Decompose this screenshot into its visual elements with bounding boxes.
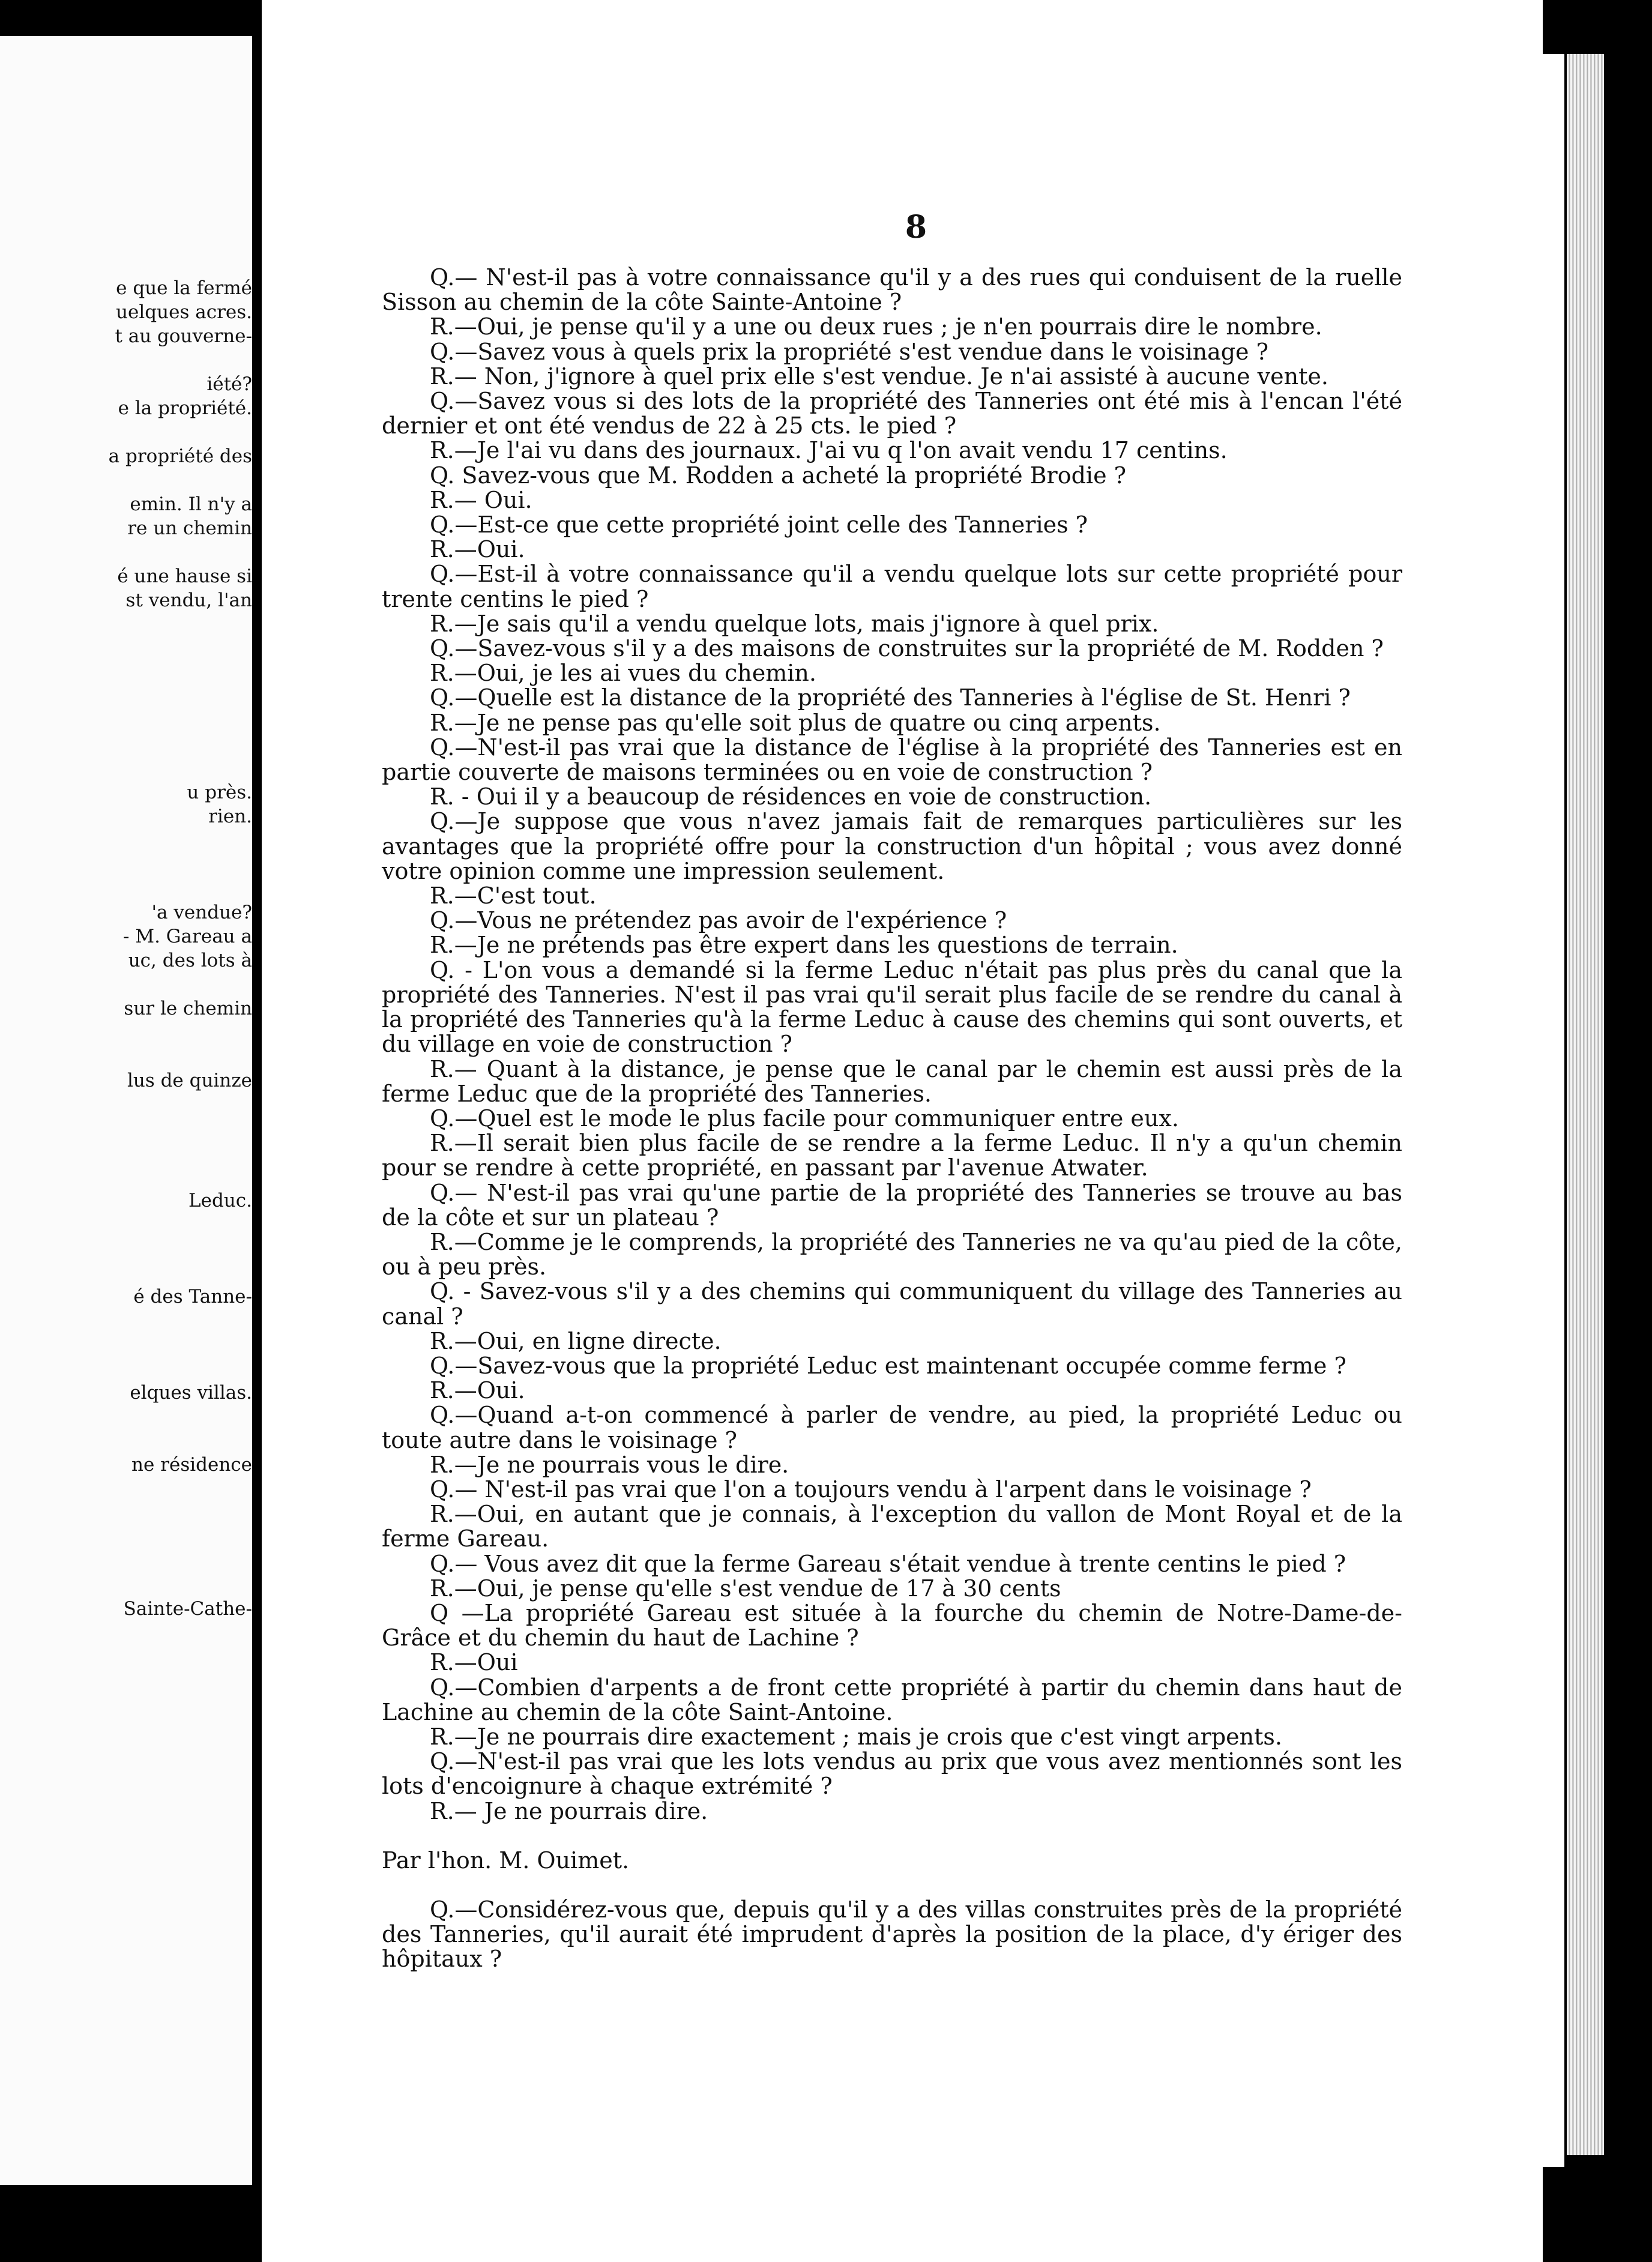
answer-paragraph: R.—Oui, en ligne directe. xyxy=(430,1327,722,1354)
question-paragraph: Q.— N'est-il pas à votre connaissance qu'il y a des rues qui conduisent de la ruelle Sisson au chemin de la côte Sainte-Antoine ? xyxy=(382,264,1402,316)
section-heading: Par l'hon. M. Ouimet. xyxy=(382,1847,630,1874)
facing-page-line: Sainte-Cathe- xyxy=(123,1598,252,1620)
question-paragraph: Q —La propriété Gareau est située à la fourche du chemin de Notre-Dame-de-Grâce et du chemin du haut de Lachine ? xyxy=(382,1599,1402,1651)
facing-page-line: lus de quinze xyxy=(127,1070,252,1091)
facing-page-line: u près. xyxy=(187,782,252,803)
facing-page-line xyxy=(0,348,252,372)
facing-page-line xyxy=(0,612,252,636)
facing-page-text xyxy=(0,276,252,1621)
facing-page-line: uc, des lots à xyxy=(128,950,252,971)
question-paragraph: Q.—Combien d'arpents a de front cette propriété à partir du chemin dans haut de Lachine au chemin de la côte Saint-Antoine. xyxy=(382,1674,1402,1725)
facing-page-line xyxy=(0,1117,252,1141)
question-paragraph: Q.—Savez vous à quels prix la propriété s'est vendue dans le voisinage ? xyxy=(430,338,1269,365)
facing-page-line xyxy=(0,1213,252,1237)
question-paragraph: Q.— N'est-il pas vrai que l'on a toujours vendu à l'arpent dans le voisinage ? xyxy=(430,1476,1312,1503)
facing-page-fragment xyxy=(0,36,252,2185)
facing-page-line: Leduc. xyxy=(188,1190,252,1211)
facing-page-line: re un chemin xyxy=(127,517,252,539)
facing-page-line: é une hause si xyxy=(117,566,252,587)
facing-page-line xyxy=(0,1477,252,1501)
facing-page-line xyxy=(0,1333,252,1357)
question-paragraph: Q.— Vous avez dit que la ferme Gareau s'était vendue à trente centins le pied ? xyxy=(430,1550,1346,1577)
answer-paragraph: R.—Je ne pourrais vous le dire. xyxy=(430,1451,789,1478)
facing-page-line xyxy=(0,1405,252,1429)
question-paragraph: Q.—N'est-il pas vrai que la distance de l'église à la propriété des Tanneries est en partie couverte de maisons terminées ou en voie de construction ? xyxy=(382,734,1402,786)
document-page xyxy=(262,54,1564,2167)
question-paragraph: Q.—Savez-vous s'il y a des maisons de construites sur la propriété de M. Rodden ? xyxy=(430,635,1384,662)
facing-page-line xyxy=(0,708,252,732)
facing-page-line xyxy=(0,1261,252,1285)
facing-page-line xyxy=(0,1357,252,1381)
answer-paragraph: R.—Je l'ai vu dans des journaux. J'ai vu q l'on avait vendu 17 centins. xyxy=(430,437,1228,464)
page-number: 8 xyxy=(905,209,927,246)
answer-paragraph: R.— Oui. xyxy=(430,486,532,513)
answer-paragraph: R.—Comme je le comprends, la propriété des Tanneries ne va qu'au pied de la côte, ou à peu près. xyxy=(382,1228,1402,1280)
question-paragraph: Q.— N'est-il pas vrai qu'une partie de la propriété des Tanneries se trouve au bas de la côte et sur un plateau ? xyxy=(382,1179,1402,1231)
answer-paragraph: R.—Oui. xyxy=(430,536,525,563)
facing-page-line xyxy=(0,1525,252,1549)
question-paragraph: Q.—Quel est le mode le plus facile pour communiquer entre eux. xyxy=(430,1105,1179,1132)
question-paragraph: Q.—Quelle est la distance de la propriété des Tanneries à l'église de St. Henri ? xyxy=(430,684,1351,711)
answer-paragraph: R.—Je ne prétends pas être expert dans les questions de terrain. xyxy=(430,932,1178,959)
question-paragraph: Q. Savez-vous que M. Rodden a acheté la propriété Brodie ? xyxy=(430,462,1127,489)
facing-page-line xyxy=(0,540,252,564)
facing-page-line xyxy=(0,1141,252,1165)
question-paragraph: Q.—Quand a-t-on commencé à parler de vendre, au pied, la propriété Leduc ou toute autre dans le voisinage ? xyxy=(382,1402,1402,1453)
facing-page-line xyxy=(0,468,252,492)
question-paragraph: Q.—Est-ce que cette propriété joint celle des Tanneries ? xyxy=(430,511,1088,538)
facing-page-line xyxy=(0,1309,252,1333)
facing-page-line: rien. xyxy=(208,806,252,827)
facing-page-line xyxy=(0,973,252,997)
facing-page-line: sur le chemin xyxy=(124,998,252,1019)
answer-paragraph: R.— Je ne pourrais dire. xyxy=(430,1797,708,1824)
facing-page-line xyxy=(0,828,252,852)
answer-paragraph: R.—Oui, je pense qu'elle s'est vendue de 17 à 30 cents xyxy=(430,1575,1061,1602)
facing-page-line xyxy=(0,660,252,684)
facing-page-line xyxy=(0,1045,252,1069)
facing-page-line: é des Tanne- xyxy=(133,1286,252,1307)
answer-paragraph: R.—Je sais qu'il a vendu quelque lots, mais j'ignore à quel prix. xyxy=(430,610,1159,637)
facing-page-line xyxy=(0,684,252,708)
facing-page-line xyxy=(0,1165,252,1189)
question-paragraph: Q.—Vous ne prétendez pas avoir de l'expérience ? xyxy=(430,907,1007,934)
question-paragraph: Q. - Savez-vous s'il y a des chemins qui communiquent du village des Tanneries au canal ? xyxy=(382,1278,1402,1330)
answer-paragraph: R.—Je ne pense pas qu'elle soit plus de quatre ou cinq arpents. xyxy=(430,709,1161,736)
testimony-text xyxy=(382,265,1402,1972)
question-paragraph: Q. - L'on vous a demandé si la ferme Leduc n'était pas plus près du canal que la propriété des Tanneries. N'est il pas vrai qu'il serait plus facile de se rendre du canal à la propriété des Tanneries qu'à la ferme Leduc à cause des chemins qui sont ouverts, et du village en voie de construction ? xyxy=(382,956,1402,1058)
question-paragraph: Q.—Considérez-vous que, depuis qu'il y a des villas construites près de la propriété des Tanneries, qu'il aurait été imprudent d'après la position de la place, d'y ériger des hôpitaux ? xyxy=(382,1896,1402,1973)
question-paragraph: Q.—Est-il à votre connaissance qu'il a vendu quelque lots sur cette propriété pour trente centins le pied ? xyxy=(382,561,1402,612)
facing-page-line: emin. Il n'y a xyxy=(130,493,252,515)
facing-page-line xyxy=(0,732,252,756)
facing-page-line: st vendu, l'an xyxy=(125,590,252,611)
facing-page-line: iété? xyxy=(206,373,252,395)
answer-paragraph: R.— Quant à la distance, je pense que le canal par le chemin est aussi près de la ferme Leduc que de la propriété des Tanneries. xyxy=(382,1055,1402,1107)
answer-paragraph: R.—Oui xyxy=(430,1649,518,1676)
facing-page-line: t au gouverne- xyxy=(115,325,252,347)
facing-page-line xyxy=(0,1549,252,1573)
question-paragraph: Q.—Je suppose que vous n'avez jamais fait de remarques particulières sur les avantages que la propriété offre pour la construction d'un hôpital ; vous avez donné votre opinion comme une impression seulement. xyxy=(382,808,1402,884)
facing-page-line xyxy=(0,636,252,660)
question-paragraph: Q.—Savez-vous que la propriété Leduc est maintenant occupée comme ferme ? xyxy=(430,1352,1346,1379)
answer-paragraph: R.—C'est tout. xyxy=(430,882,597,909)
facing-page-line: 'a vendue? xyxy=(151,902,252,923)
facing-page-line: elques villas. xyxy=(130,1382,252,1404)
facing-page-line xyxy=(0,1093,252,1117)
answer-paragraph: R.—Oui, je pense qu'il y a une ou deux rues ; je n'en pourrais dire le nombre. xyxy=(430,313,1322,340)
page-edge-stack xyxy=(1567,54,1604,2155)
answer-paragraph: R.—Oui, je les ai vues du chemin. xyxy=(430,660,816,687)
facing-page-line xyxy=(0,1501,252,1525)
answer-paragraph: R.—Oui. xyxy=(430,1377,525,1404)
answer-paragraph: R.—Je ne pourrais dire exactement ; mais je crois que c'est vingt arpents. xyxy=(430,1723,1282,1750)
facing-page-line xyxy=(0,1237,252,1261)
answer-paragraph: R. - Oui il y a beaucoup de résidences en voie de construction. xyxy=(430,783,1152,810)
facing-page-line: uelques acres. xyxy=(116,301,252,323)
facing-page-line: - M. Gareau a xyxy=(123,926,252,947)
facing-page-line: ne résidence xyxy=(131,1454,252,1476)
facing-page-line xyxy=(0,420,252,444)
question-paragraph: Q.—N'est-il pas vrai que les lots vendus au prix que vous avez mentionnés sont les lots d'encoignure à chaque extrémité ? xyxy=(382,1748,1402,1800)
question-paragraph: Q.—Savez vous si des lots de la propriété des Tanneries ont été mis à l'encan l'été dernier et ont été vendus de 22 à 25 cts. le pied ? xyxy=(382,388,1402,439)
facing-page-line xyxy=(0,756,252,780)
facing-page-line: e la propriété. xyxy=(118,397,252,419)
facing-page-line xyxy=(0,1429,252,1453)
facing-page-line xyxy=(0,1021,252,1045)
facing-page-line xyxy=(0,876,252,900)
facing-page-line: e que la fermé xyxy=(116,277,252,299)
facing-page-line: a propriété des xyxy=(108,445,252,467)
facing-page-line xyxy=(0,852,252,876)
facing-page-line xyxy=(0,1573,252,1597)
answer-paragraph: R.— Non, j'ignore à quel prix elle s'est vendue. Je n'ai assisté à aucune vente. xyxy=(430,363,1328,390)
answer-paragraph: R.—Il serait bien plus facile de se rendre a la ferme Leduc. Il n'y a qu'un chemin pour se rendre à cette propriété, en passant par l'avenue Atwater. xyxy=(382,1130,1402,1181)
answer-paragraph: R.—Oui, en autant que je connais, à l'exception du vallon de Mont Royal et de la ferme Gareau. xyxy=(382,1501,1402,1552)
